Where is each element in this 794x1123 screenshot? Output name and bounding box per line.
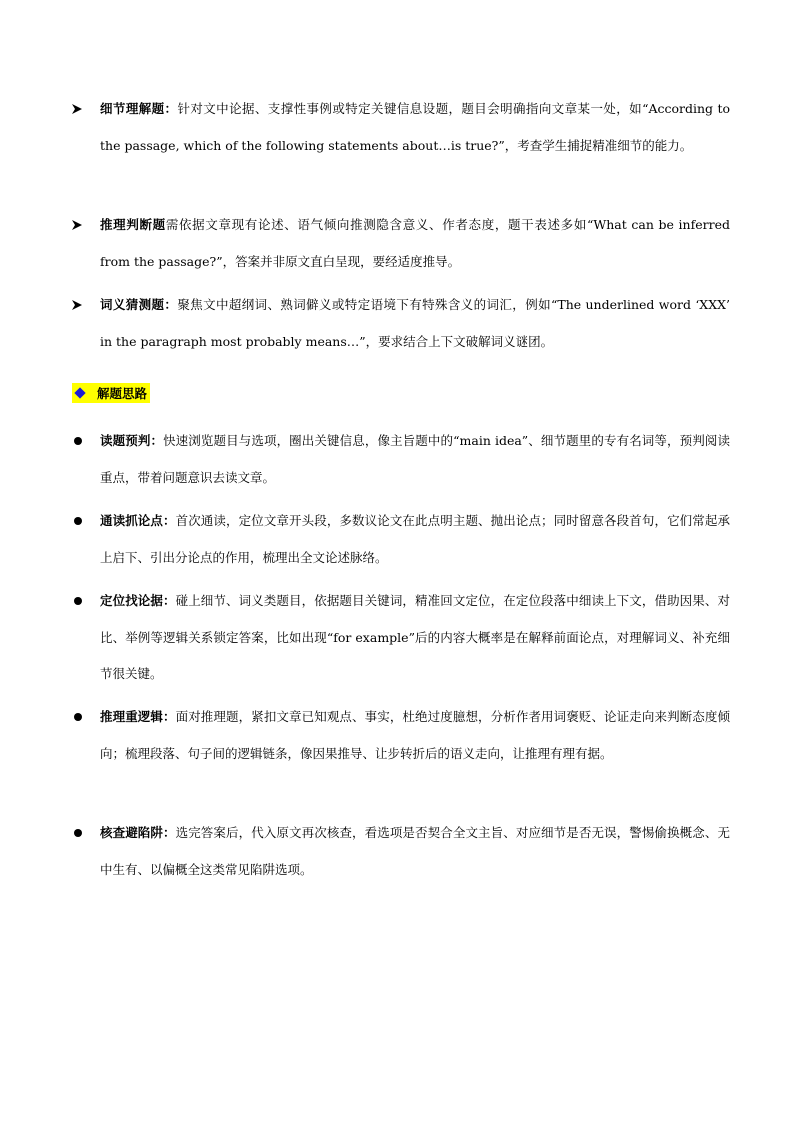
dot-bullet-icon <box>74 829 82 837</box>
item-label: 读题预判： <box>100 433 164 448</box>
list-item-text <box>100 207 730 280</box>
list-item-skim-arguments <box>72 503 730 576</box>
item-label: 细节理解题： <box>100 101 178 116</box>
bullet-marker <box>72 815 100 852</box>
bullet-marker <box>72 503 100 540</box>
item-body: 首次通读，定位文章开头段，多数议论文在此点明主题、抛出论点；同时留意各段首句，它们常起承上启下、引出分论点的作用，梳理出全文论述脉络。 <box>100 513 730 565</box>
list-item-text <box>100 815 730 888</box>
item-label: 核查避陷阱： <box>100 825 176 840</box>
item-body: 选完答案后，代入原文再次核查，看选项是否契合全文主旨、对应细节是否无误，警惕偷换概念、无中生有、以偏概全这类常见陷阱选项。 <box>100 825 730 877</box>
list-item-text <box>100 699 730 772</box>
item-body: 需依据文章现有论述、语气倾向推测隐含意义、作者态度，题干表述多如“What can be inferred from the passage?”，答案并非原文直白呈现，要经适度推导。 <box>100 217 730 269</box>
section-heading-text: 解题思路 <box>97 386 148 401</box>
list-item-vocabulary-question <box>72 287 730 360</box>
dot-bullet-icon <box>74 517 82 525</box>
bullet-marker <box>72 583 100 620</box>
arrow-bullet-icon <box>72 287 100 324</box>
list-item-inference-question <box>72 207 730 280</box>
item-label: 推理判断题 <box>100 217 166 232</box>
list-item-reasoning-logic <box>72 699 730 772</box>
arrow-bullet-icon <box>72 207 100 244</box>
list-item-read-questions <box>72 423 730 496</box>
diamond-bullet-icon <box>74 387 85 398</box>
item-body: 聚焦文中超纲词、熟词僻义或特定语境下有特殊含义的词汇，例如“The underlined word ‘XXX’ in the paragraph most probably means…”，要求结合上下文破解词义谜团。 <box>100 297 730 349</box>
list-item-text <box>100 287 730 360</box>
dot-bullet-icon <box>74 597 82 605</box>
item-body: 针对文中论据、支撑性事例或特定关键信息设题，题目会明确指向文章某一处，如“According to the passage, which of the following statements about…is true?”，考查学生捕捉精准细节的能力。 <box>100 101 730 153</box>
item-label: 推理重逻辑： <box>100 709 176 724</box>
section-heading <box>72 376 150 410</box>
list-item-detail-question <box>72 91 730 164</box>
item-body: 面对推理题，紧扣文章已知观点、事实，杜绝过度臆想，分析作者用词褒贬、论证走向来判断态度倾向；梳理段落、句子间的逻辑链条，像因果推导、让步转折后的语义走向，让推理有理有据。 <box>100 709 730 761</box>
bullet-marker <box>72 423 100 460</box>
list-item-locate-evidence <box>72 583 730 693</box>
dot-bullet-icon <box>74 713 82 721</box>
heading-highlight <box>72 383 150 403</box>
list-item-text <box>100 91 730 164</box>
list-item-text <box>100 423 730 496</box>
list-item-check-traps <box>72 815 730 888</box>
list-item-text <box>100 583 730 693</box>
item-label: 通读抓论点： <box>100 513 176 528</box>
item-body: 碰上细节、词义类题目，依据题目关键词，精准回文定位，在定位段落中细读上下文，借助因果、对比、举例等逻辑关系锁定答案，比如出现“for example”后的内容大概率是在解释前面论点，对理解词义、补充细节很关键。 <box>100 593 730 681</box>
item-body: 快速浏览题目与选项，圈出关键信息，像主旨题中的“main idea”、细节题里的专有名词等，预判阅读重点，带着问题意识去读文章。 <box>100 433 730 485</box>
bullet-marker <box>72 699 100 736</box>
item-label: 词义猜测题： <box>100 297 178 312</box>
dot-bullet-icon <box>74 437 82 445</box>
list-item-text <box>100 503 730 576</box>
arrow-bullet-icon <box>72 91 100 128</box>
item-label: 定位找论据： <box>100 593 176 608</box>
